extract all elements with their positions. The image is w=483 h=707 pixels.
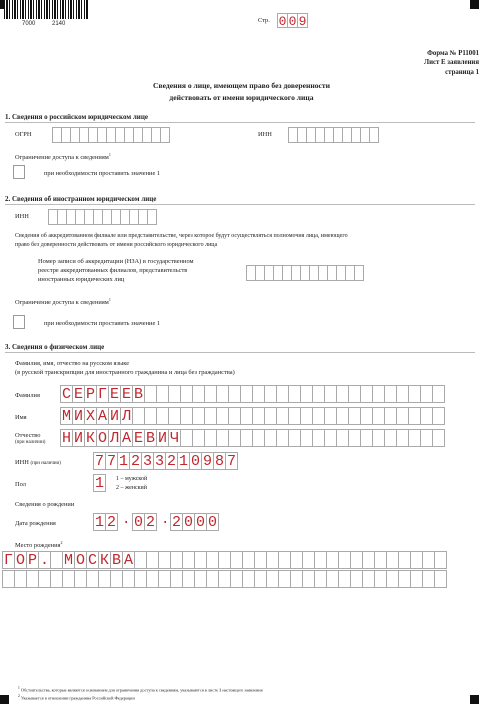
char-cell[interactable]: . [39, 552, 49, 569]
char-cell[interactable] [354, 265, 364, 281]
char-cell[interactable] [432, 385, 445, 403]
char-cell[interactable]: 0 [207, 514, 217, 531]
record-label: Номер записи об аккредитации (НЗА) в государственном [38, 258, 194, 265]
char-cell[interactable]: 1 [94, 475, 104, 492]
char-cell[interactable]: С [87, 552, 97, 569]
char-cell[interactable]: А [123, 552, 133, 569]
char-cell[interactable]: А [121, 430, 131, 447]
page-title-line1: Сведения о лице, имеющем право без доверенности [153, 81, 330, 90]
footnote-2: $^2$ Указывается в отношении гражданина Российской Федерации [18, 694, 135, 701]
access-label: Ограничение доступа к сведениям$^1$ [15, 152, 111, 162]
char-cell[interactable]: О [15, 552, 25, 569]
char-cell[interactable]: 1 [94, 514, 104, 531]
birth-info-label: Сведения о рождении [15, 501, 75, 508]
page-number-digit: 0 [278, 14, 287, 29]
char-cell[interactable]: Р [27, 552, 37, 569]
char-cell[interactable]: Е [121, 386, 131, 403]
char-cell[interactable]: М [63, 552, 73, 569]
char-cell[interactable]: И [73, 430, 83, 447]
sheet-page: страница 1 [445, 69, 479, 76]
inn-input[interactable] [93, 452, 237, 470]
inn-label: ИНН [258, 131, 272, 138]
section3-heading: 3. Сведения о физическом лице [5, 343, 105, 351]
surname-label: Фамилия [15, 392, 40, 399]
inn-input[interactable] [288, 127, 378, 143]
footnote-1: $^1$ Обстоятельства, которые являются основанием для ограничения доступа к сведениям, указываются в листе З настоящего заявления [18, 686, 263, 693]
corner-marker [470, 695, 479, 704]
page-number-cells [277, 13, 307, 28]
char-cell[interactable]: 7 [94, 453, 104, 470]
date-dot: . [161, 512, 170, 528]
char-cell[interactable]: 2 [171, 514, 181, 531]
birth-place-input[interactable] [2, 551, 446, 569]
birth-month-input[interactable] [132, 513, 156, 531]
divider [5, 352, 475, 353]
patronymic-hint: (при наличии) [15, 440, 46, 445]
char-cell[interactable]: 2 [166, 453, 176, 470]
char-cell[interactable]: Л [121, 408, 131, 425]
form-code: Форма № Р11001 [427, 50, 479, 57]
char-cell[interactable]: И [109, 408, 119, 425]
sex-label: Пол [15, 481, 26, 488]
char-cell[interactable] [434, 570, 447, 588]
char-cell[interactable]: Г [3, 552, 13, 569]
barcode [4, 0, 89, 19]
char-cell[interactable] [434, 551, 447, 569]
checkbox-hint: при необходимости проставить значение 1 [44, 170, 161, 177]
char-cell[interactable]: Е [109, 386, 119, 403]
char-cell[interactable] [432, 429, 445, 447]
record-label: иностранных юридических лиц [38, 276, 125, 283]
birth-year-input[interactable] [170, 513, 218, 531]
char-cell[interactable]: А [97, 408, 107, 425]
section1-heading: 1. Сведения о российском юридическом лице [5, 113, 148, 121]
patronymic-label: Отчество [15, 432, 41, 439]
char-cell[interactable] [369, 127, 379, 143]
char-cell[interactable]: 9 [202, 453, 212, 470]
char-cell[interactable]: 2 [130, 453, 140, 470]
inn-label: ИНН [15, 213, 29, 220]
access-checkbox[interactable] [13, 315, 25, 329]
char-cell[interactable]: Л [109, 430, 119, 447]
sheet-label: Лист Е заявления [424, 59, 479, 66]
char-cell[interactable]: С [61, 386, 71, 403]
barcode-number-1: 7000 [22, 21, 36, 27]
surname-input[interactable] [60, 385, 444, 403]
section2-heading: 2. Сведения об иностранном юридическом лице [5, 195, 157, 203]
char-cell[interactable]: 3 [142, 453, 152, 470]
page-title-line2: действовать от имени юридического лица [169, 93, 314, 102]
branch-text: Сведения об аккредитованном филиале или представительстве, через которое будут осуществляться полномочия лица, имеющего [15, 233, 348, 239]
name-label: Имя [15, 414, 27, 421]
corner-marker [470, 0, 479, 9]
char-cell[interactable]: К [85, 430, 95, 447]
record-label: реестре аккредитованных филиалов, представительств [38, 267, 188, 274]
birth-day-input[interactable] [93, 513, 117, 531]
char-cell[interactable]: О [97, 430, 107, 447]
char-cell[interactable] [147, 209, 157, 225]
char-cell[interactable]: Ч [169, 430, 179, 447]
name-input[interactable] [60, 407, 444, 425]
birth-date-label: Дата рождения [15, 520, 56, 527]
birth-place-input-line2[interactable] [2, 570, 446, 588]
page-label: Стр. [258, 17, 270, 24]
char-cell[interactable]: Е [133, 430, 143, 447]
char-cell[interactable]: И [73, 408, 83, 425]
access-checkbox[interactable] [13, 165, 25, 179]
patronymic-input[interactable] [60, 429, 444, 447]
birth-place-label: Место рождения$^2$ [15, 540, 63, 550]
char-cell[interactable] [160, 127, 170, 143]
char-cell[interactable]: 7 [226, 453, 236, 470]
page-number-digit: 9 [298, 14, 307, 29]
barcode-number-2: 2140 [52, 21, 66, 27]
inn-input[interactable] [48, 209, 156, 225]
char-cell[interactable]: Р [85, 386, 95, 403]
char-cell[interactable]: 2 [145, 514, 155, 531]
char-cell[interactable]: М [61, 408, 71, 425]
char-cell[interactable]: 3 [154, 453, 164, 470]
ogrn-input[interactable] [52, 127, 169, 143]
char-cell[interactable]: 8 [214, 453, 224, 470]
char-cell[interactable]: В [145, 430, 155, 447]
fio-hint: Фамилия, имя, отчество на русском языке [15, 360, 130, 367]
sex-option-male: 1 – мужской [116, 476, 148, 482]
divider [5, 204, 475, 205]
char-cell[interactable]: 0 [190, 453, 200, 470]
char-cell[interactable]: В [111, 552, 121, 569]
char-cell[interactable]: И [157, 430, 167, 447]
char-cell[interactable]: 2 [106, 514, 116, 531]
char-cell[interactable]: Е [73, 386, 83, 403]
page-number-digit: 0 [288, 14, 297, 29]
char-cell[interactable]: 0 [183, 514, 193, 531]
access-label: Ограничение доступа к сведениям$^1$ [15, 297, 111, 307]
char-cell[interactable]: К [99, 552, 109, 569]
date-dot: . [122, 512, 131, 528]
corner-marker [0, 695, 9, 704]
sex-input[interactable] [93, 474, 105, 492]
char-cell[interactable] [432, 407, 445, 425]
char-cell[interactable]: 7 [106, 453, 116, 470]
char-cell[interactable]: 0 [133, 514, 143, 531]
char-cell[interactable]: О [75, 552, 85, 569]
branch-text: право без доверенности действовать от имени российского юридического лица [15, 242, 218, 248]
char-cell[interactable]: В [133, 386, 143, 403]
inn-label: ИНН (при наличии) [15, 459, 61, 466]
checkbox-hint: при необходимости проставить значение 1 [44, 320, 161, 327]
char-cell[interactable]: Г [97, 386, 107, 403]
divider [5, 122, 475, 123]
ogrn-label: ОГРН [15, 131, 32, 138]
sex-option-female: 2 – женский [116, 485, 147, 491]
char-cell[interactable]: 1 [178, 453, 188, 470]
char-cell[interactable]: 1 [118, 453, 128, 470]
char-cell[interactable]: Н [61, 430, 71, 447]
char-cell[interactable]: 0 [195, 514, 205, 531]
record-number-input[interactable] [246, 265, 363, 281]
fio-hint: (в русской транскрипции для иностранного гражданина и лица без гражданства) [15, 369, 235, 376]
char-cell[interactable]: Х [85, 408, 95, 425]
